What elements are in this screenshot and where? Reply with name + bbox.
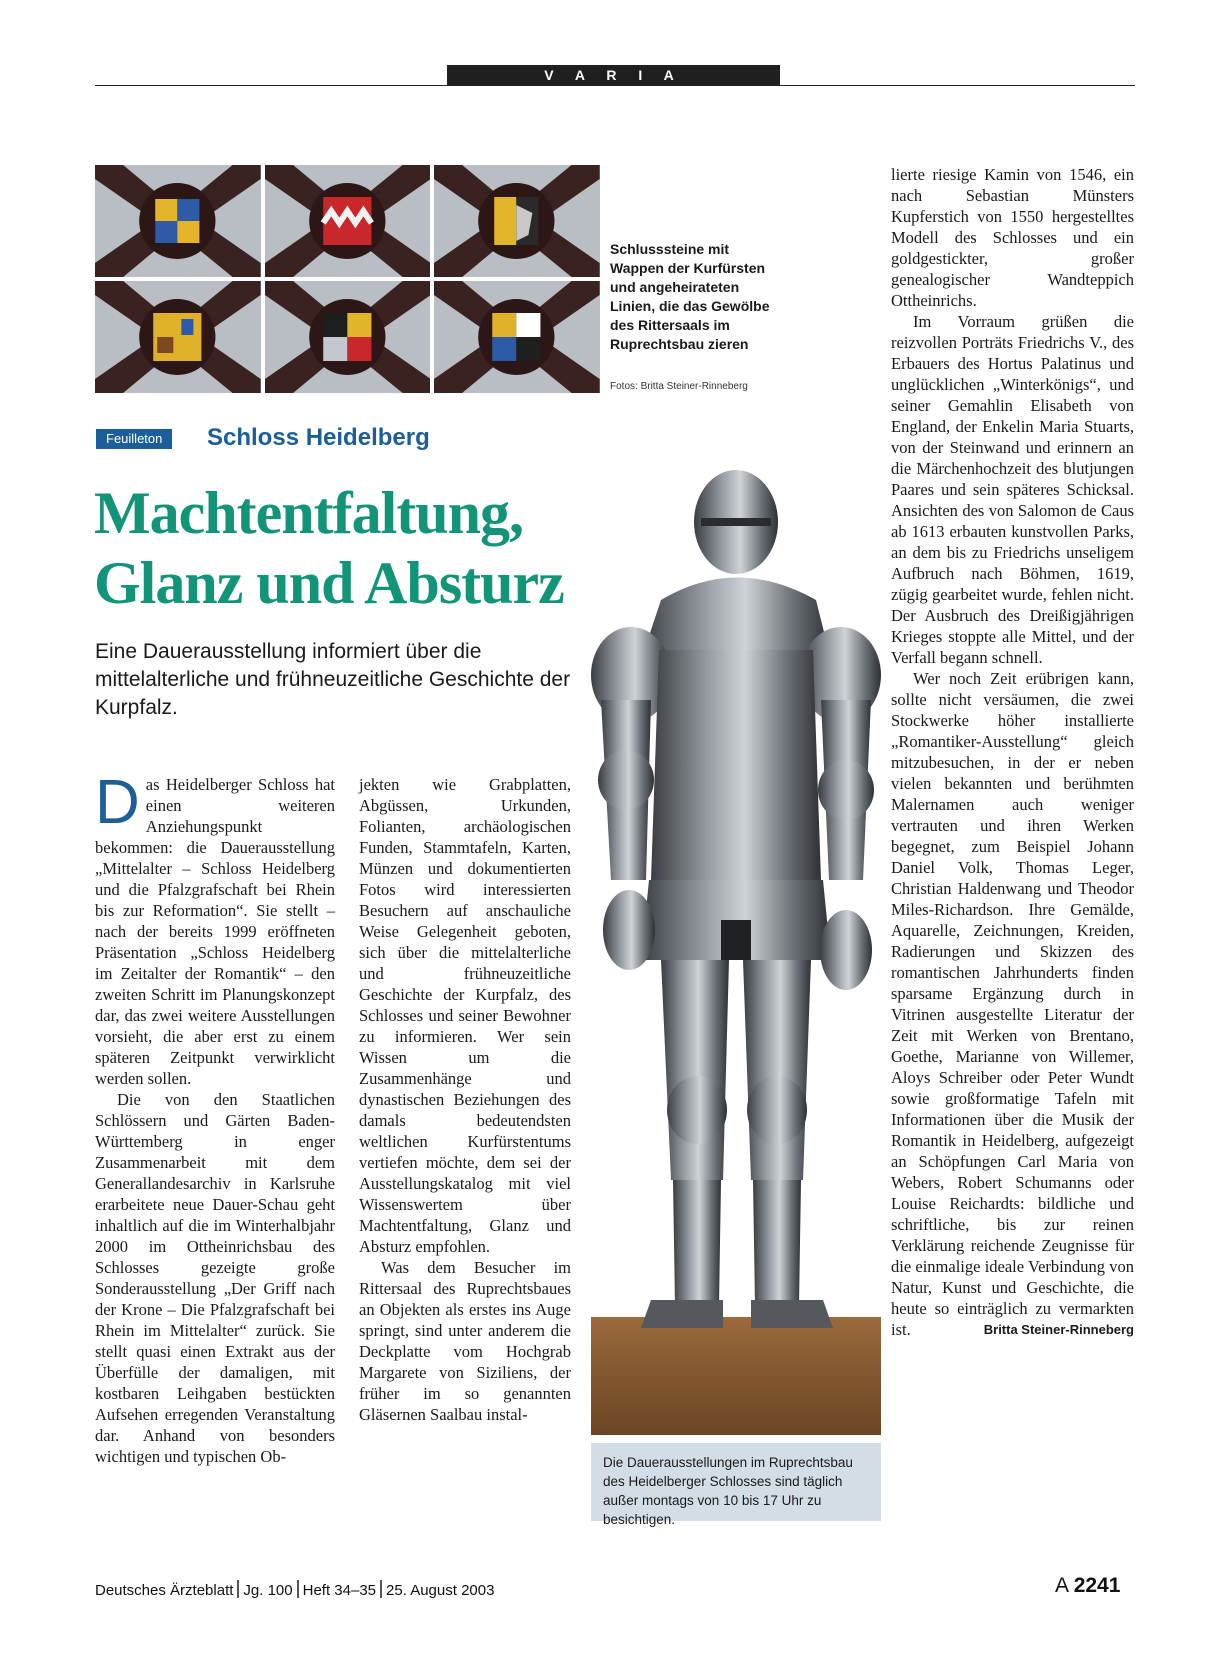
article-column-1 [95,768,335,1467]
issue: Heft 34–35 [302,1582,377,1599]
headline [94,478,614,618]
author-signature: Britta Steiner-Rinneberg [983,1322,1134,1337]
headline-line: Machtentfaltung, [94,480,523,546]
photo-credit: Fotos: Britta Steiner-Rinneberg [610,381,748,392]
crest-tile [265,281,431,393]
rubric-title: Schloss Heidelberg [207,424,430,451]
crest-caption: Schlusssteine mit Wappen der Kurfürsten und angeheirateten Linien, die das Gewölbe des Rittersaals im Ruprechtsbau zieren [610,241,770,352]
crest-photo [95,165,600,393]
volume: Jg. 100 [243,1582,293,1599]
paragraph: Was dem Besucher im Rittersaal des Ruprechtsbaues an Objekten als erstes ins Auge springt, sind unter anderem die Deckplatte vom Hochgrab Margarete von Siziliens, der früher im so genannten Gläsernen Saalbau instal- [359,1258,571,1424]
crest-tile [265,165,431,277]
armor-caption: Die Dauerausstellungen im Ruprechtsbau des Heidelberger Schlosses sind täglich außer montags von 10 bis 17 Uhr zu besichtigen. [591,1443,881,1521]
paragraph: Die von den Staatlichen Schlössern und Gärten Baden-Württemberg in enger Zusammenarbeit mit dem Generallandesarchiv in Karlsruhe erarbeitete neue Dauer-Schau geht inhaltlich auf die im Winterhalbjahr 2000 im Ottheinrichsbau des Schlosses gezeigte große Sonderausstellung „Der Griff nach der Krone – Die Pfalzgrafschaft bei Rhein im Mittelalter“ zurück. Sie stellt quasi einen Extrakt aus der Überfülle der damaligen, mit kostbaren Leihgaben bestückten Aufsehen erregenden Veranstaltung dar. Anhand von besonders wichtigen und typischen Ob- [95,1090,335,1466]
paragraph: lierte riesige Kamin von 1546, ein nach Sebastian Münsters Kupferstich von 1550 hergestelltes Modell des Schlosses und ein goldgestickter, großer genealogischer Wandteppich Ottheinrichs. [891,165,1134,310]
issue-date: 25. August 2003 [386,1582,495,1599]
headline-line: Glanz und Absturz [94,550,564,616]
paragraph: Im Vorraum grüßen die reizvollen Porträts Friedrichs V., des Erbauers des Hortus Palatinus und unglücklichen „Winterkönigs“, und seiner Gemahlin Elisabeth von England, der Enkelin Maria Stuarts, von der Steinwand und erinnern an die Märchenhochzeit des blutjungen Paares und sein späteres Schicksal. Ansichten des von Salomon de Caus ab 1613 erbauten kunstvollen Parks, an dem bis zu Friedrichs unseligem Aufbruch nach Böhmen, 1619, zügig gearbeitet wurde, fehlen nicht. Der Ausbruch des Dreißigjährigen Krieges stoppte alle Mittel, und der Verfall begann schnell. [891,312,1134,667]
crest-tile [95,165,261,277]
paragraph: Wer noch Zeit erübrigen kann, sollte nicht versäumen, die zwei Stockwerke höher installierte „Romantiker-Ausstellung“ gleich mitzubesuchen, in der er neben vielen bekannten und berühmten Malernamen auch weniger vertrauten und ihren Werken begegnet, zum Beispiel Johann Daniel Volk, Thomas Leger, Christian Haldenwang und Theodor Miles-Richardson. Ihre Gemälde, Aquarelle, Zeichnungen, Kreiden, Radierungen und Skizzen des romantischen Jahrhunderts finden sparsame Ergänzung durch in Vitrinen ausgestellte Literatur der Zeit mit Werken von Brentano, Goethe, Marianne von Willemer, Aloys Schreiber oder Peter Wundt sowie großformatige Tafeln mit Informationen über die Musik der Romantik in Heidelberg, aufgezeigt an Schöpfungen Carl Maria von Webers, Robert Schumanns oder Louise Reichardts: bildliche und schriftliche, bis zur reinen Verklärung reichende Zeugnisse für die einmalige ideale Verbindung von Natur, Kunst und Geschichte, die heute so einträglich zu vermarkten ist. Britta Steiner-Rinneberg [891,669,1134,1339]
deck-text: Eine Dauerausstellung informiert über die mittelalterliche und frühneuzeitliche Geschichte der Kurpfalz. [95,640,571,719]
article-column-3 [891,164,1134,1340]
rubric-label: Feuilleton [96,429,172,449]
crest-tile [434,165,600,277]
armor-photo [591,460,881,1435]
article-column-2 [359,774,571,1425]
paragraph: Das Heidelberger Schloss hat einen weiteren Anziehungspunkt bekommen: die Dauerausstellung „Mittelalter – Schloss Heidelberg und die Pfalzgrafschaft bei Rhein bis zur Reformation“. Sie stellt – nach der bereits 1999 eröffneten Präsentation „Schloss Heidelberg im Zeitalter der Romantik“ – den zweiten Schritt im Planungskonzept dar, das zwei weitere Ausstellungen vorsieht, die aber erst zu einem späteren Zeitpunkt verwirklicht werden sollen. [95,768,335,1088]
journal-name: Deutsches Ärzteblatt [95,1582,234,1599]
section-label: V A R I A [447,65,780,85]
crest-tile [95,281,261,393]
footer [95,1580,494,1599]
header-rule [95,85,1135,86]
page-number: A 2241 [1055,1574,1121,1597]
crest-tile [434,281,600,393]
drop-cap: D [95,768,140,837]
paragraph: jekten wie Grabplatten, Abgüssen, Urkunden, Folianten, archäologischen Funden, Stammtafeln, Karten, Münzen und dokumentierten Fotos wird interessierten Besuchern auf anschauliche Weise Gelegenheit geboten, sich über die mittelalterliche und frühneuzeitliche Geschichte der Kurpfalz, des Schlosses und seiner Bewohner zu informieren. Wer sein Wissen um die Zusammenhänge und dynastischen Beziehungen des damals bedeutendsten weltlichen Kurfürstentums vertiefen möchte, dem sei der Ausstellungskatalog mit viel Wissenswertem über Machtentfaltung, Glanz und Absturz empfohlen. [359,775,571,1256]
